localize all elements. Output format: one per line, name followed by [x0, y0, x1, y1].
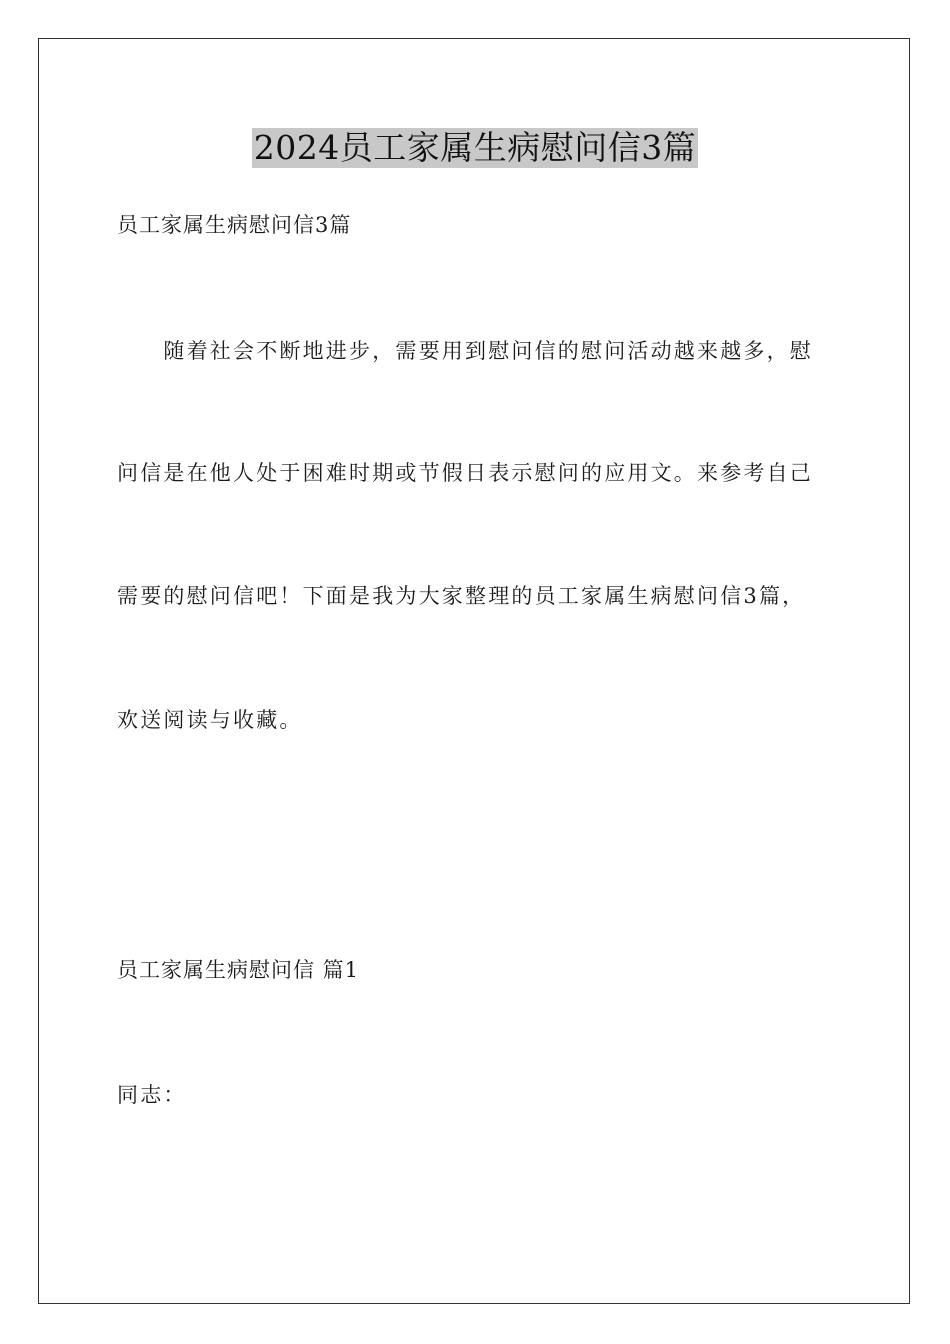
document-title: 2024员工家属生病慰问信3篇 — [253, 128, 697, 167]
section-heading: 员工家属生病慰问信 篇1 — [117, 958, 360, 982]
intro-line-4: 欢送阅读与收藏。 — [117, 708, 303, 732]
letter-greeting: 同志： — [117, 1083, 187, 1107]
intro-line-1: 随着社会不断地进步，需要用到慰问信的慰问活动越来越多，慰 — [117, 339, 813, 363]
intro-line-3: 需要的慰问信吧！下面是我为大家整理的员工家属生病慰问信3篇， — [117, 584, 806, 608]
title-container — [0, 128, 950, 168]
intro-line-2: 问信是在他人处于困难时期或节假日表示慰问的应用文。来参考自己 — [117, 461, 813, 485]
document-subtitle: 员工家属生病慰问信3篇 — [117, 213, 352, 237]
